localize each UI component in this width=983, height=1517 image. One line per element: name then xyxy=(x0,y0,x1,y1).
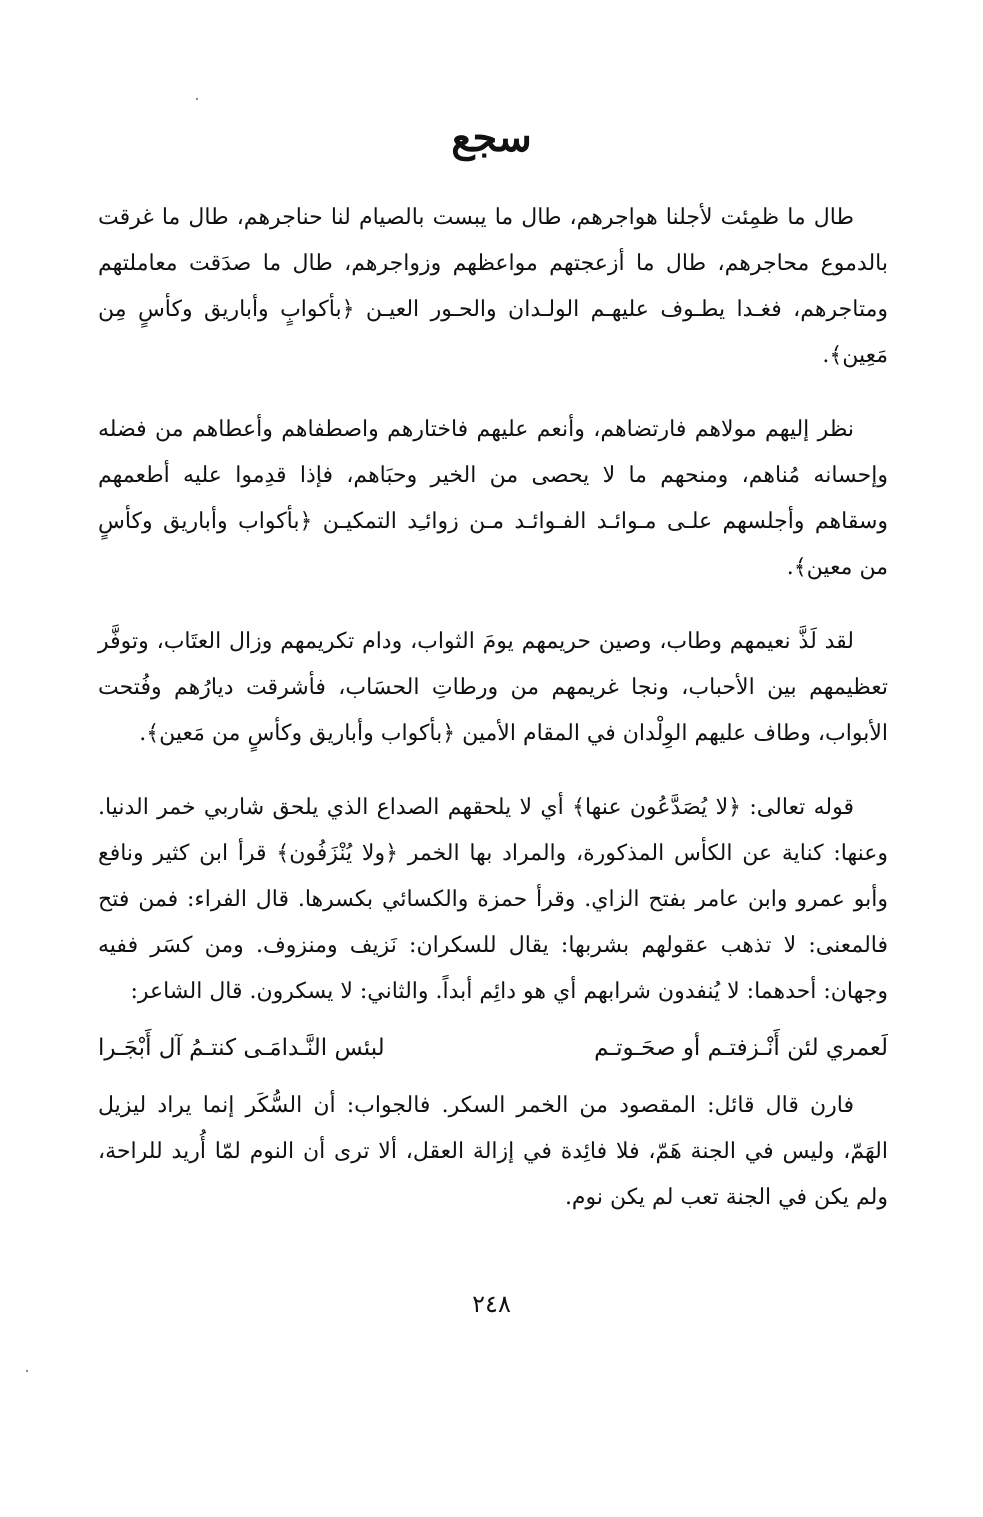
body-text xyxy=(98,195,888,1249)
paragraph-2: نظر إليهم مولاهم فارتضاهم، وأنعم عليهم فاختارهم واصطفاهم وأعطاهم من فضله وإحسانه مُناهم، ومنحهم ما لا يحصى من الخير وحبَاهم، فإذا قدِموا عليه أطعمهم وسقاهم وأجلسهم علـى مـوائـد الفـوائـد مـن زوائـِد التمكيـن ﴿بأكواب وأباريق وكأسٍ من معين﴾. xyxy=(98,417,888,580)
paragraph-5: فارن قال قائل: المقصود من الخمر السكر. فالجواب: أن السُّكَر إنما يراد ليزيل الهَمّ، وليس في الجنة هَمّ، فلا فائِدة في إزالة العقل، ألا ترى أن النوم لمّا أُريد للراحة، ولم يكن في الجنة تعب لم يكن نوم. xyxy=(98,1093,888,1210)
scan-speck xyxy=(26,1370,28,1372)
poetry-verse xyxy=(98,1025,888,1071)
verse-first-hemistich: لَعمري لئن أَنْـزفتـم أو صحَـوتـم xyxy=(594,1035,888,1061)
verse-second-hemistich: لبئس النَّـدامَـى كنتـمُ آل أَبْجَـرا xyxy=(98,1035,385,1061)
paragraph-3: لقد لَذَّ نعيمهم وطاب، وصين حريمهم يومَ الثواب، ودام تكريمهم وزال العتَاب، وتوفَّر تعظيمهم بين الأحباب، ونجا غريمهم من ورطاتِ الحسَاب، فأشرقت ديارُهم وفُتحت الأبواب، وطاف عليهم الوِلْدان في المقام الأمين ﴿بأكواب وأباريق وكأسٍ من مَعين﴾. xyxy=(98,629,888,746)
page-number: ٢٤٨ xyxy=(472,1290,511,1318)
paragraph-4: قوله تعالى: ﴿لا يُصَدَّعُون عنها﴾ أي لا يلحقهم الصداع الذي يلحق شاربي خمر الدنيا. وعنها: كناية عن الكأس المذكورة، والمراد بها الخمر ﴿ولا يُنْزَفُون﴾ قرأ ابن كثير ونافع وأبو عمرو وابن عامر بفتح الزاي. وقرأ حمزة والكسائي بكسرها. قال الفراء: فمن فتح فالمعنى: لا تذهب عقولهم بشربها: يقال للسكران: نَزيف ومنزوف. ومن كسَر ففيه وجهان: أحدهما: لا يُنفدون شرابهم أي هو دائِم أبداً. والثاني: لا يسكرون. قال الشاعر: xyxy=(98,795,888,1004)
scan-speck xyxy=(196,98,198,100)
paragraph-1: طال ما ظمِئت لأجلنا هواجرهم، طال ما يبست بالصيام لنا حناجرهم، طال ما غرقت بالدموع محاجرهم، طال ما أزعجتهم مواعظهم وزواجرهم، طال ما صدَقت معاملتهم ومتاجرهم، فغـدا يطـوف عليهـم الولـدان والحـور العيـن ﴿بأكوابٍ وأباريق وكأسٍ مِن مَعِين﴾. xyxy=(98,205,888,368)
page-title: سجع xyxy=(451,114,532,161)
